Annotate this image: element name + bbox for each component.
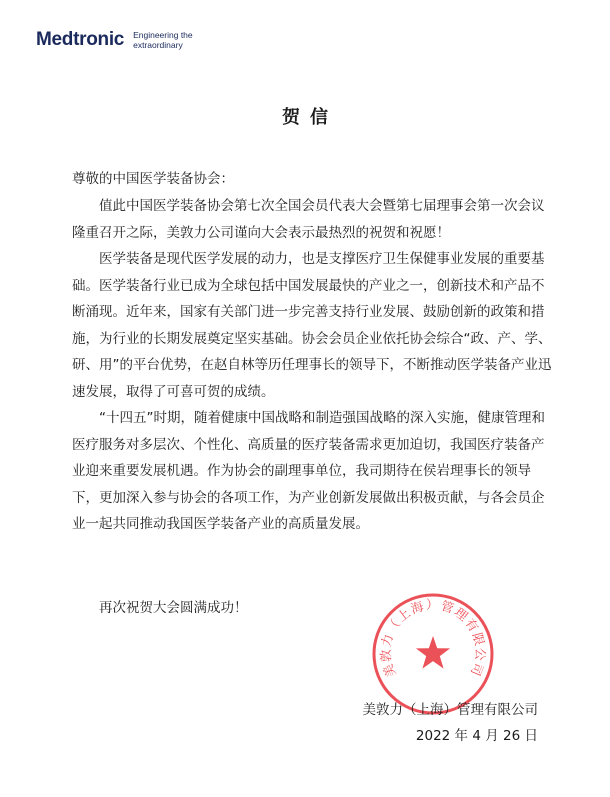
tagline-line-2: extraordinary <box>133 40 183 50</box>
paragraph-2: 医学装备是现代医学发展的动力，也是支撑医疗卫生保健事业发展的重要基础。医学装备行业已成为全球包括中国发展最快的产业之一，创新技术和产品不断涌现。近年来，国家有关部门进一步完善支持行业发展、鼓励创新的政策和措施，为行业的长期发展奠定坚实基础。协会会员企业依托协会综合“政、产、学、研、用”的平台优势，在赵自林等历任理事长的领导下，不断推动医学装备产业迅速发展，取得了可喜可贺的成绩。 <box>72 251 552 400</box>
paragraph-1: 值此中国医学装备协会第七次全国会员代表大会暨第七届理事会第一次会议隆重召开之际，美敦力公司谨向大会表示最热烈的祝贺和祝愿！ <box>72 198 545 241</box>
letter-greeting: 尊敬的中国医学装备协会： <box>72 171 234 187</box>
letter-closing: 再次祝贺大会圆满成功！ <box>99 600 248 616</box>
seal-star-icon <box>416 636 450 669</box>
signature-block <box>330 697 538 749</box>
letter-date: 2022 年 4 月 26 日 <box>415 728 538 744</box>
company-name: 美敦力（上海）管理有限公司 <box>362 702 538 718</box>
paragraph-3: “十四五”时期，随着健康中国战略和制造强国战略的深入实施，健康管理和医疗服务对多层次、个性化、高质量的医疗装备需求更加迫切，我国医疗装备产业迎来重要发展机遇。作为协会的副理事单位，我司期待在侯岩理事长的领导下，更加深入参与协会的各项工作，为产业创新发展做出积极贡献，与各会员企业一起共同推动我国医学装备产业的高质量发展。 <box>72 410 545 532</box>
seal-text: 美敦力（上海）管理有限公司 <box>377 597 489 680</box>
letter-body <box>72 193 556 538</box>
medtronic-logo <box>36 29 213 51</box>
brand-tagline <box>133 30 213 50</box>
letter-title: 贺信 <box>282 107 338 128</box>
tagline-line-1: Engineering the <box>133 30 193 40</box>
brand-wordmark: Medtronic <box>36 29 125 50</box>
